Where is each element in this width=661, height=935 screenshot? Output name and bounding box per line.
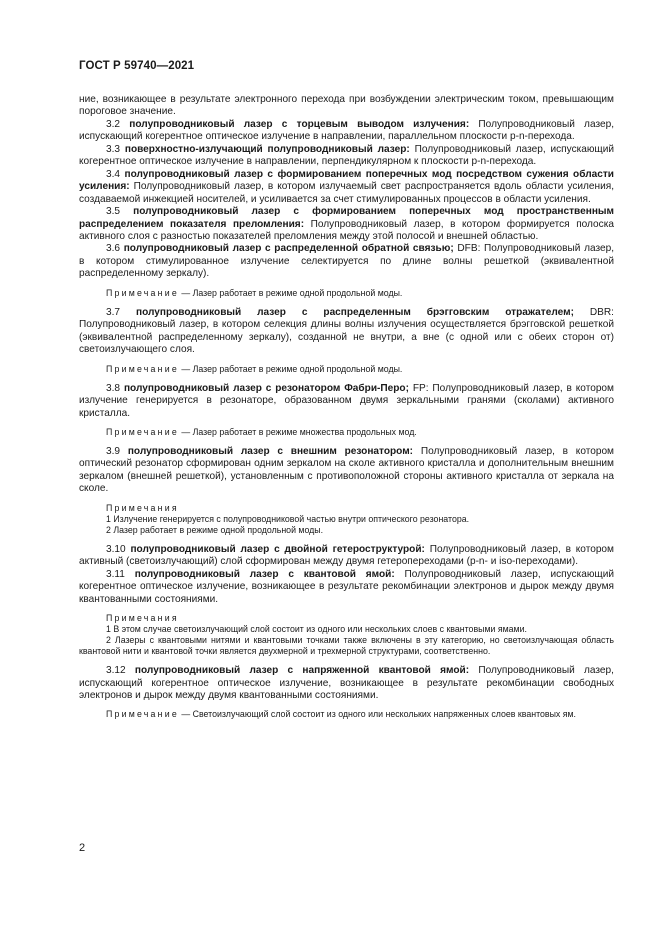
term-definition: Полупроводниковый лазер, испускающий когерентное оптическое излучение в направлении, перпендикулярном к плоскости p-n-перехода. xyxy=(79,143,615,168)
term-entry xyxy=(79,206,614,243)
term-entry xyxy=(79,665,614,702)
note-item: 2 Лазер работает в режиме одной продольной моды. xyxy=(106,524,324,535)
term-definition: Полупроводниковый лазер, в котором оптический резонатор сформирован одним зеркалом на сколе активного кристалла и дополнительным внешним зеркалом (внешней решеткой), установленным с противоположной стороны активного кристалла от зеркала на сколе. xyxy=(79,445,615,495)
term-number: 3.7 xyxy=(106,306,121,318)
term-name: полупроводниковый лазер с двойной гетероструктурой: xyxy=(130,543,425,555)
term-entry xyxy=(79,243,614,280)
term-definition: Полупроводниковый лазер, в котором формируется полоска активного слоя с разностью показателей преломления между этой полосой и внешней областью. xyxy=(79,218,614,242)
term-name: полупроводниковый лазер с распределенным брэгговским отражателем; xyxy=(135,306,574,318)
term-number: 3.4 xyxy=(106,168,121,180)
note-text: Лазер работает в режиме одной продольной моды. xyxy=(192,363,403,374)
note-label: Примечание xyxy=(106,287,179,298)
term-number: 3.12 xyxy=(106,665,126,677)
note-item: 1 Излучение генерируется с полупроводниковой частью внутри оптического резонатора. xyxy=(106,513,470,524)
notes-heading: Примечания xyxy=(106,613,179,624)
note-dash: — xyxy=(178,426,193,437)
term-name: полупроводниковый лазер с формированием поперечных мод пространственным распределением показателя преломления: xyxy=(79,206,614,230)
note-text: Лазер работает в режиме одной продольной моды. xyxy=(192,287,403,298)
term-entry xyxy=(79,169,614,206)
term-entry xyxy=(79,307,614,357)
note-label: Примечание xyxy=(106,709,179,720)
term-definition: Полупроводниковый лазер, испускающий когерентное оптическое излучение в направлении, параллельном плоскости p-n-перехода. xyxy=(79,118,614,143)
note-text: Лазер работает в режиме множества продольных мод. xyxy=(192,426,417,437)
term-name: полупроводниковый лазер с резонатором Фабри-Перо; xyxy=(123,382,409,394)
term-number: 3.8 xyxy=(106,382,121,394)
notes-heading: Примечания xyxy=(106,502,179,513)
term-name: полупроводниковый лазер с напряженной квантовой ямой: xyxy=(134,665,470,677)
document-header: ГОСТ Р 59740—2021 xyxy=(79,60,195,72)
note xyxy=(79,288,614,299)
term-number: 3.10 xyxy=(106,543,126,555)
note-dash: — xyxy=(178,709,193,720)
term-number: 3.9 xyxy=(106,445,121,457)
term-definition: Полупроводниковый лазер, в котором излучаемый свет распространяется вдоль области усиления, создаваемой инжекцией носителей, и усиливается за счет стимулированных процессов в области усиления. xyxy=(79,181,615,205)
term-definition: Полупроводниковый лазер, в котором активный (светоизлучающий) слой сформирован между двумя гетеропереходами (p-n- и iso-переходами). xyxy=(79,543,614,568)
term-number: 3.6 xyxy=(106,243,121,255)
term-entry xyxy=(79,569,614,606)
term-entry xyxy=(79,446,614,496)
document-body xyxy=(79,94,614,728)
term-definition: Полупроводниковый лазер, испускающий когерентное оптическое излучение, возникающее в результате рекомбинации свободных электронов и дырок между двумя квантованными состояниями. xyxy=(79,665,614,701)
note-dash: — xyxy=(178,363,193,374)
note-item: 2 Лазеры с квантовыми нитями и квантовыми точками также включены в эту категорию, но светоизлучающая область квантовой нити и квантовой точки является двухмерной и трехмерной структурами, соответственно. xyxy=(79,635,614,657)
term-number: 3.2 xyxy=(106,118,121,130)
term-entry xyxy=(79,119,614,144)
note xyxy=(79,364,614,375)
term-definition: FP: Полупроводниковый лазер, в котором излучение генерируется в резонаторе, образованном двумя зеркальными гранями (сколами) активного кристалла. xyxy=(79,382,614,419)
note-item: 1 В этом случае светоизлучающий слой состоит из одного или нескольких слоев с квантовыми ямами. xyxy=(106,624,527,635)
term-definition: DBR: Полупроводниковый лазер, в котором селекция длины волны излучения осуществляется брэгговской решеткой (эквивалентной распределенному зеркалу), созданной не внутри, а вне (с одной или с обеих сторон от) светоизлучающего слоя. xyxy=(79,306,614,356)
note-text: Светоизлучающий слой состоит из одного или нескольких напряженных слоев квантовых ям. xyxy=(192,709,576,720)
term-number: 3.3 xyxy=(106,143,121,155)
term-name: полупроводниковый лазер с внешним резонатором: xyxy=(127,445,414,457)
page-number: 2 xyxy=(79,842,86,854)
term-name: полупроводниковый лазер с квантовой ямой: xyxy=(134,568,395,580)
term-number: 3.11 xyxy=(106,568,125,580)
term-entry xyxy=(79,383,614,420)
note-label: Примечание xyxy=(106,363,179,374)
term-definition: Полупроводниковый лазер, испускающий когерентное оптическое излучение, возникающее в результате рекомбинации электронов и дырок между двумя квантованными состояниями. xyxy=(79,568,615,605)
note xyxy=(79,709,614,720)
term-definition: DFB: Полупроводниковый лазер, в котором стимулированное излучение селектируется по длине волны решеткой (эквивалентной распределенному зеркалу). xyxy=(79,243,615,280)
term-entry xyxy=(79,144,614,169)
term-name: поверхностно-излучающий полупроводниковый лазер: xyxy=(124,143,410,155)
note-label: Примечание xyxy=(106,426,179,437)
note xyxy=(79,427,614,438)
term-number: 3.5 xyxy=(106,206,121,218)
note-dash: — xyxy=(178,287,193,298)
intro-paragraph: ние, возникающее в результате электронного перехода при возбуждении электрическим током, превышающим пороговое значение. xyxy=(79,94,614,118)
term-name: полупроводниковый лазер с распределенной обратной связью; xyxy=(123,243,454,255)
term-name: полупроводниковый лазер с торцевым выводом излучения: xyxy=(129,118,470,130)
term-entry xyxy=(79,544,614,569)
term-name: полупроводниковый лазер с формированием поперечных мод посредством сужения области усиления: xyxy=(79,168,614,193)
